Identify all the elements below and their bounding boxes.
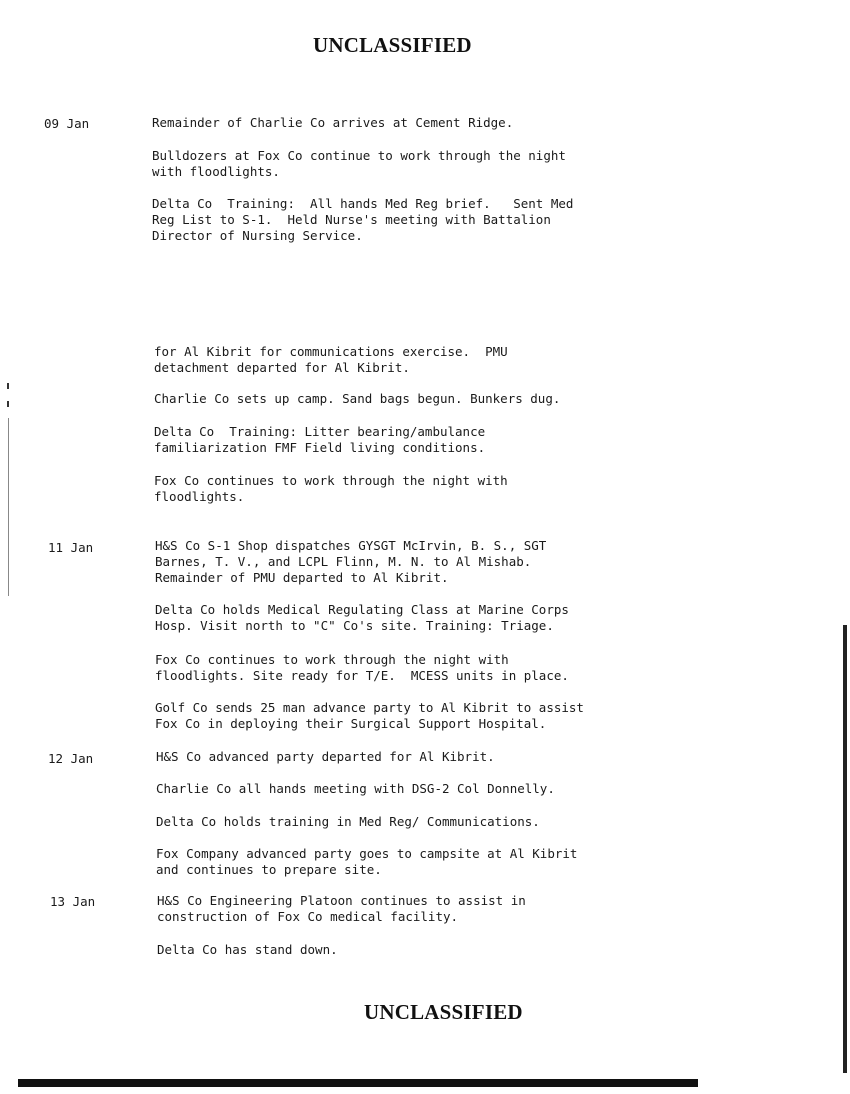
entry-paragraph: Delta Co holds Medical Regulating Class at Marine Corps Hosp. Visit north to "C" Co's site. Training: Triage.	[155, 602, 569, 633]
entry-paragraph: Delta Co Training: Litter bearing/ambulance familiarization FMF Field living conditions.	[154, 424, 486, 455]
entry-paragraph: Charlie Co all hands meeting with DSG-2 Col Donnelly.	[156, 781, 555, 796]
entry-date: 12 Jan	[48, 751, 94, 766]
entry-paragraph: Delta Co Training: All hands Med Reg brief. Sent Med Reg List to S-1. Held Nurse's meeting with Battalion Director of Nursing Service.	[152, 196, 574, 243]
entry-paragraph: H&S Co advanced party departed for Al Kibrit.	[156, 749, 495, 764]
classification-header: UNCLASSIFIED	[313, 33, 472, 57]
entry-paragraph: Remainder of Charlie Co arrives at Cement Ridge.	[152, 115, 514, 130]
scan-mark	[7, 401, 9, 407]
page-edge-bottom	[18, 1079, 698, 1087]
entry-paragraph: Fox Company advanced party goes to campsite at Al Kibrit and continues to prepare site.	[156, 846, 578, 877]
entry-paragraph: Fox Co continues to work through the night with floodlights.	[154, 473, 508, 504]
entry-paragraph: H&S Co S-1 Shop dispatches GYSGT McIrvin, B. S., SGT Barnes, T. V., and LCPL Flinn, M. N. to Al Mishab. Remainder of PMU departed to Al Kibrit.	[155, 538, 547, 585]
entry-paragraph: Delta Co holds training in Med Reg/ Communications.	[156, 814, 540, 829]
classification-footer: UNCLASSIFIED	[364, 1000, 523, 1024]
entry-paragraph: Delta Co has stand down.	[157, 942, 338, 957]
entry-paragraph: Charlie Co sets up camp. Sand bags begun. Bunkers dug.	[154, 391, 561, 406]
entry-date: 11 Jan	[48, 540, 94, 555]
page-edge-right	[843, 625, 847, 1073]
scan-mark	[7, 383, 9, 389]
entry-paragraph: Bulldozers at Fox Co continue to work through the night with floodlights.	[152, 148, 566, 179]
entry-paragraph: Golf Co sends 25 man advance party to Al Kibrit to assist Fox Co in deploying their Surgical Support Hospital.	[155, 700, 584, 731]
entry-date: 13 Jan	[50, 894, 96, 909]
entry-paragraph: H&S Co Engineering Platoon continues to assist in construction of Fox Co medical facility.	[157, 893, 526, 924]
entry-paragraph: for Al Kibrit for communications exercise. PMU detachment departed for Al Kibrit.	[154, 344, 508, 375]
entry-paragraph: Fox Co continues to work through the night with floodlights. Site ready for T/E. MCESS units in place.	[155, 652, 569, 683]
scan-edge-line	[8, 418, 9, 596]
entry-date: 09 Jan	[44, 116, 90, 131]
